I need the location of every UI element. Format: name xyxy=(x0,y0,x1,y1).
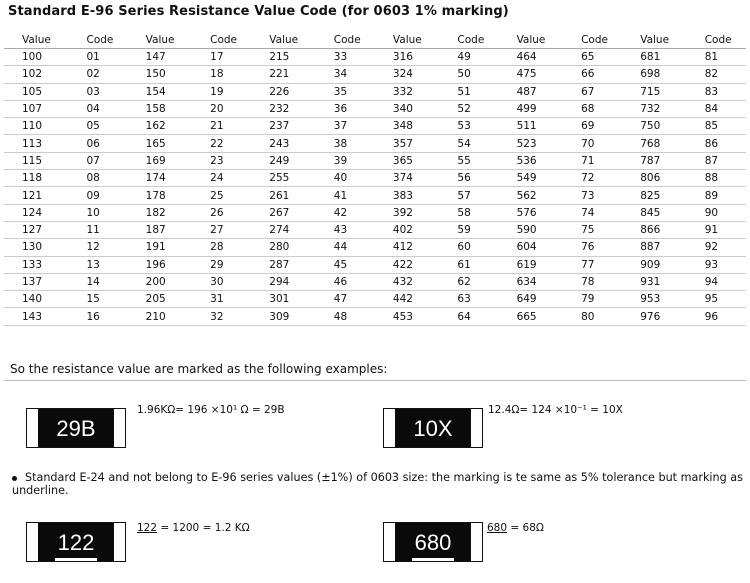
code-cell: 33 xyxy=(312,49,375,66)
code-cell: 20 xyxy=(188,100,251,117)
value-cell: 115 xyxy=(4,152,65,169)
table-row xyxy=(4,135,746,152)
code-cell: 19 xyxy=(188,83,251,100)
code-cell: 34 xyxy=(312,66,375,83)
value-cell: 243 xyxy=(251,135,312,152)
column-header-code: Code xyxy=(312,32,375,49)
value-cell: 715 xyxy=(622,83,683,100)
code-cell: 96 xyxy=(683,308,746,325)
code-cell: 36 xyxy=(312,100,375,117)
chip-terminal xyxy=(470,409,482,447)
table-row xyxy=(4,221,746,238)
column-header-value: Value xyxy=(128,32,189,49)
value-cell: 226 xyxy=(251,83,312,100)
code-cell: 79 xyxy=(559,291,622,308)
code-cell: 82 xyxy=(683,66,746,83)
chip-terminal xyxy=(113,523,125,561)
value-cell: 402 xyxy=(375,221,436,238)
table-header-row xyxy=(4,32,746,49)
value-cell: 432 xyxy=(375,273,436,290)
value-cell: 332 xyxy=(375,83,436,100)
code-cell: 57 xyxy=(435,187,498,204)
column-header-value: Value xyxy=(499,32,560,49)
code-cell: 31 xyxy=(188,291,251,308)
table-row xyxy=(4,308,746,325)
code-cell: 51 xyxy=(435,83,498,100)
value-cell: 487 xyxy=(499,83,560,100)
column-header-value: Value xyxy=(375,32,436,49)
code-cell: 42 xyxy=(312,204,375,221)
value-cell: 931 xyxy=(622,273,683,290)
code-cell: 93 xyxy=(683,256,746,273)
code-cell: 10 xyxy=(65,204,128,221)
code-cell: 25 xyxy=(188,187,251,204)
code-cell: 18 xyxy=(188,66,251,83)
value-cell: 105 xyxy=(4,83,65,100)
code-cell: 94 xyxy=(683,273,746,290)
value-cell: 137 xyxy=(4,273,65,290)
value-cell: 154 xyxy=(128,83,189,100)
code-cell: 29 xyxy=(188,256,251,273)
value-cell: 681 xyxy=(622,49,683,66)
value-cell: 453 xyxy=(375,308,436,325)
code-cell: 03 xyxy=(65,83,128,100)
resistor-chip-680 xyxy=(383,522,483,562)
code-cell: 48 xyxy=(312,308,375,325)
code-cell: 13 xyxy=(65,256,128,273)
column-header-code: Code xyxy=(188,32,251,49)
code-cell: 22 xyxy=(188,135,251,152)
code-cell: 12 xyxy=(65,239,128,256)
value-cell: 806 xyxy=(622,170,683,187)
code-cell: 44 xyxy=(312,239,375,256)
value-cell: 316 xyxy=(375,49,436,66)
code-cell: 26 xyxy=(188,204,251,221)
value-cell: 845 xyxy=(622,204,683,221)
code-cell: 30 xyxy=(188,273,251,290)
code-cell: 74 xyxy=(559,204,622,221)
value-cell: 604 xyxy=(499,239,560,256)
code-cell: 83 xyxy=(683,83,746,100)
code-cell: 77 xyxy=(559,256,622,273)
value-cell: 118 xyxy=(4,170,65,187)
value-cell: 649 xyxy=(499,291,560,308)
value-cell: 348 xyxy=(375,118,436,135)
value-cell: 165 xyxy=(128,135,189,152)
code-cell: 70 xyxy=(559,135,622,152)
value-cell: 340 xyxy=(375,100,436,117)
code-cell: 92 xyxy=(683,239,746,256)
code-cell: 78 xyxy=(559,273,622,290)
value-cell: 249 xyxy=(251,152,312,169)
code-cell: 62 xyxy=(435,273,498,290)
value-cell: 182 xyxy=(128,204,189,221)
code-cell: 45 xyxy=(312,256,375,273)
chip-marking xyxy=(38,523,114,561)
code-cell: 50 xyxy=(435,66,498,83)
value-cell: 294 xyxy=(251,273,312,290)
table-row xyxy=(4,152,746,169)
code-cell: 06 xyxy=(65,135,128,152)
value-cell: 787 xyxy=(622,152,683,169)
value-cell: 130 xyxy=(4,239,65,256)
table-row xyxy=(4,204,746,221)
code-cell: 41 xyxy=(312,187,375,204)
column-header-code: Code xyxy=(435,32,498,49)
divider xyxy=(4,380,746,381)
table-row xyxy=(4,187,746,204)
code-cell: 49 xyxy=(435,49,498,66)
value-cell: 301 xyxy=(251,291,312,308)
value-cell: 162 xyxy=(128,118,189,135)
table-row xyxy=(4,100,746,117)
value-cell: 100 xyxy=(4,49,65,66)
table-row xyxy=(4,291,746,308)
code-cell: 84 xyxy=(683,100,746,117)
code-cell: 66 xyxy=(559,66,622,83)
code-cell: 43 xyxy=(312,221,375,238)
code-cell: 64 xyxy=(435,308,498,325)
value-cell: 274 xyxy=(251,221,312,238)
chip-marking: 29B xyxy=(38,409,114,447)
code-cell: 07 xyxy=(65,152,128,169)
value-cell: 511 xyxy=(499,118,560,135)
equation-10x: 12.4Ω= 124 ×10⁻¹ = 10X xyxy=(488,404,623,416)
value-cell: 590 xyxy=(499,221,560,238)
table-body xyxy=(4,49,746,326)
value-cell: 280 xyxy=(251,239,312,256)
code-cell: 72 xyxy=(559,170,622,187)
column-header-value: Value xyxy=(251,32,312,49)
value-cell: 261 xyxy=(251,187,312,204)
value-cell: 191 xyxy=(128,239,189,256)
value-cell: 150 xyxy=(128,66,189,83)
resistor-chip-10x xyxy=(383,408,483,448)
code-cell: 09 xyxy=(65,187,128,204)
value-cell: 143 xyxy=(4,308,65,325)
equation-underlined: 680 xyxy=(487,522,508,534)
value-cell: 215 xyxy=(251,49,312,66)
code-cell: 90 xyxy=(683,204,746,221)
table-row xyxy=(4,170,746,187)
code-cell: 01 xyxy=(65,49,128,66)
value-cell: 412 xyxy=(375,239,436,256)
value-cell: 698 xyxy=(622,66,683,83)
code-cell: 68 xyxy=(559,100,622,117)
value-cell: 374 xyxy=(375,170,436,187)
value-cell: 174 xyxy=(128,170,189,187)
value-cell: 750 xyxy=(622,118,683,135)
code-cell: 53 xyxy=(435,118,498,135)
value-cell: 140 xyxy=(4,291,65,308)
code-cell: 08 xyxy=(65,170,128,187)
code-cell: 59 xyxy=(435,221,498,238)
table-row xyxy=(4,256,746,273)
code-cell: 37 xyxy=(312,118,375,135)
value-cell: 124 xyxy=(4,204,65,221)
value-cell: 133 xyxy=(4,256,65,273)
code-cell: 47 xyxy=(312,291,375,308)
equation-29b: 1.96KΩ= 196 ×10¹ Ω = 29B xyxy=(137,404,285,416)
value-cell: 422 xyxy=(375,256,436,273)
equation-680 xyxy=(487,522,544,534)
value-cell: 169 xyxy=(128,152,189,169)
bullet-icon xyxy=(12,476,17,481)
value-cell: 200 xyxy=(128,273,189,290)
column-header-value: Value xyxy=(622,32,683,49)
value-cell: 549 xyxy=(499,170,560,187)
code-cell: 56 xyxy=(435,170,498,187)
value-cell: 113 xyxy=(4,135,65,152)
code-cell: 23 xyxy=(188,152,251,169)
equation-122 xyxy=(137,522,250,534)
table-row xyxy=(4,273,746,290)
value-cell: 576 xyxy=(499,204,560,221)
code-cell: 87 xyxy=(683,152,746,169)
note-text: Standard E-24 and not belong to E-96 series values (±1%) of 0603 size: the marking is te same as 5% tolerance but marking as underline. xyxy=(12,471,743,497)
code-cell: 38 xyxy=(312,135,375,152)
column-header-code: Code xyxy=(559,32,622,49)
equation-underlined: 122 xyxy=(137,522,158,534)
code-cell: 04 xyxy=(65,100,128,117)
code-cell: 55 xyxy=(435,152,498,169)
column-header-code: Code xyxy=(683,32,746,49)
value-cell: 365 xyxy=(375,152,436,169)
code-cell: 02 xyxy=(65,66,128,83)
code-cell: 69 xyxy=(559,118,622,135)
code-cell: 54 xyxy=(435,135,498,152)
value-cell: 221 xyxy=(251,66,312,83)
value-cell: 442 xyxy=(375,291,436,308)
value-cell: 732 xyxy=(622,100,683,117)
value-cell: 287 xyxy=(251,256,312,273)
value-cell: 232 xyxy=(251,100,312,117)
value-cell: 187 xyxy=(128,221,189,238)
value-cell: 110 xyxy=(4,118,65,135)
equation-rest: = 1200 = 1.2 KΩ xyxy=(157,522,250,534)
code-cell: 61 xyxy=(435,256,498,273)
value-cell: 953 xyxy=(622,291,683,308)
value-cell: 619 xyxy=(499,256,560,273)
code-cell: 16 xyxy=(65,308,128,325)
code-cell: 73 xyxy=(559,187,622,204)
table-row xyxy=(4,83,746,100)
code-cell: 40 xyxy=(312,170,375,187)
value-cell: 357 xyxy=(375,135,436,152)
value-cell: 825 xyxy=(622,187,683,204)
code-cell: 95 xyxy=(683,291,746,308)
examples-subtitle: So the resistance value are marked as the following examples: xyxy=(10,362,388,376)
value-cell: 237 xyxy=(251,118,312,135)
value-cell: 392 xyxy=(375,204,436,221)
code-cell: 17 xyxy=(188,49,251,66)
value-cell: 475 xyxy=(499,66,560,83)
value-cell: 383 xyxy=(375,187,436,204)
value-cell: 536 xyxy=(499,152,560,169)
page-title: Standard E-96 Series Resistance Value Code (for 0603 1% marking) xyxy=(8,4,509,19)
code-cell: 89 xyxy=(683,187,746,204)
code-cell: 81 xyxy=(683,49,746,66)
value-cell: 205 xyxy=(128,291,189,308)
code-cell: 86 xyxy=(683,135,746,152)
code-cell: 14 xyxy=(65,273,128,290)
value-cell: 909 xyxy=(622,256,683,273)
table-row xyxy=(4,118,746,135)
code-cell: 76 xyxy=(559,239,622,256)
chip-terminal xyxy=(113,409,125,447)
code-cell: 65 xyxy=(559,49,622,66)
value-cell: 324 xyxy=(375,66,436,83)
code-cell: 80 xyxy=(559,308,622,325)
value-cell: 665 xyxy=(499,308,560,325)
code-cell: 52 xyxy=(435,100,498,117)
value-cell: 178 xyxy=(128,187,189,204)
e96-code-table xyxy=(4,32,746,326)
code-cell: 60 xyxy=(435,239,498,256)
e24-note xyxy=(12,471,750,497)
code-cell: 88 xyxy=(683,170,746,187)
value-cell: 523 xyxy=(499,135,560,152)
value-cell: 147 xyxy=(128,49,189,66)
value-cell: 309 xyxy=(251,308,312,325)
code-cell: 58 xyxy=(435,204,498,221)
value-cell: 158 xyxy=(128,100,189,117)
code-cell: 21 xyxy=(188,118,251,135)
code-cell: 15 xyxy=(65,291,128,308)
table-row xyxy=(4,66,746,83)
table-row xyxy=(4,239,746,256)
value-cell: 196 xyxy=(128,256,189,273)
code-cell: 85 xyxy=(683,118,746,135)
value-cell: 768 xyxy=(622,135,683,152)
code-cell: 11 xyxy=(65,221,128,238)
chip-marking: 10X xyxy=(395,409,471,447)
value-cell: 255 xyxy=(251,170,312,187)
value-cell: 102 xyxy=(4,66,65,83)
table-row xyxy=(4,49,746,66)
chip-marking-text: 122 xyxy=(55,528,98,561)
resistor-chip-29b xyxy=(26,408,126,448)
value-cell: 121 xyxy=(4,187,65,204)
value-cell: 866 xyxy=(622,221,683,238)
chip-terminal xyxy=(470,523,482,561)
code-cell: 24 xyxy=(188,170,251,187)
value-cell: 562 xyxy=(499,187,560,204)
code-cell: 75 xyxy=(559,221,622,238)
code-cell: 67 xyxy=(559,83,622,100)
equation-rest: = 68Ω xyxy=(507,522,544,534)
code-cell: 28 xyxy=(188,239,251,256)
value-cell: 887 xyxy=(622,239,683,256)
chip-marking xyxy=(395,523,471,561)
code-cell: 39 xyxy=(312,152,375,169)
code-cell: 46 xyxy=(312,273,375,290)
code-cell: 32 xyxy=(188,308,251,325)
chip-marking-text: 680 xyxy=(412,528,455,561)
code-cell: 35 xyxy=(312,83,375,100)
column-header-value: Value xyxy=(4,32,65,49)
code-cell: 27 xyxy=(188,221,251,238)
resistor-chip-122 xyxy=(26,522,126,562)
code-cell: 63 xyxy=(435,291,498,308)
value-cell: 499 xyxy=(499,100,560,117)
value-cell: 107 xyxy=(4,100,65,117)
value-cell: 267 xyxy=(251,204,312,221)
value-cell: 210 xyxy=(128,308,189,325)
code-cell: 91 xyxy=(683,221,746,238)
code-cell: 71 xyxy=(559,152,622,169)
value-cell: 127 xyxy=(4,221,65,238)
value-cell: 464 xyxy=(499,49,560,66)
value-cell: 634 xyxy=(499,273,560,290)
column-header-code: Code xyxy=(65,32,128,49)
value-cell: 976 xyxy=(622,308,683,325)
code-cell: 05 xyxy=(65,118,128,135)
